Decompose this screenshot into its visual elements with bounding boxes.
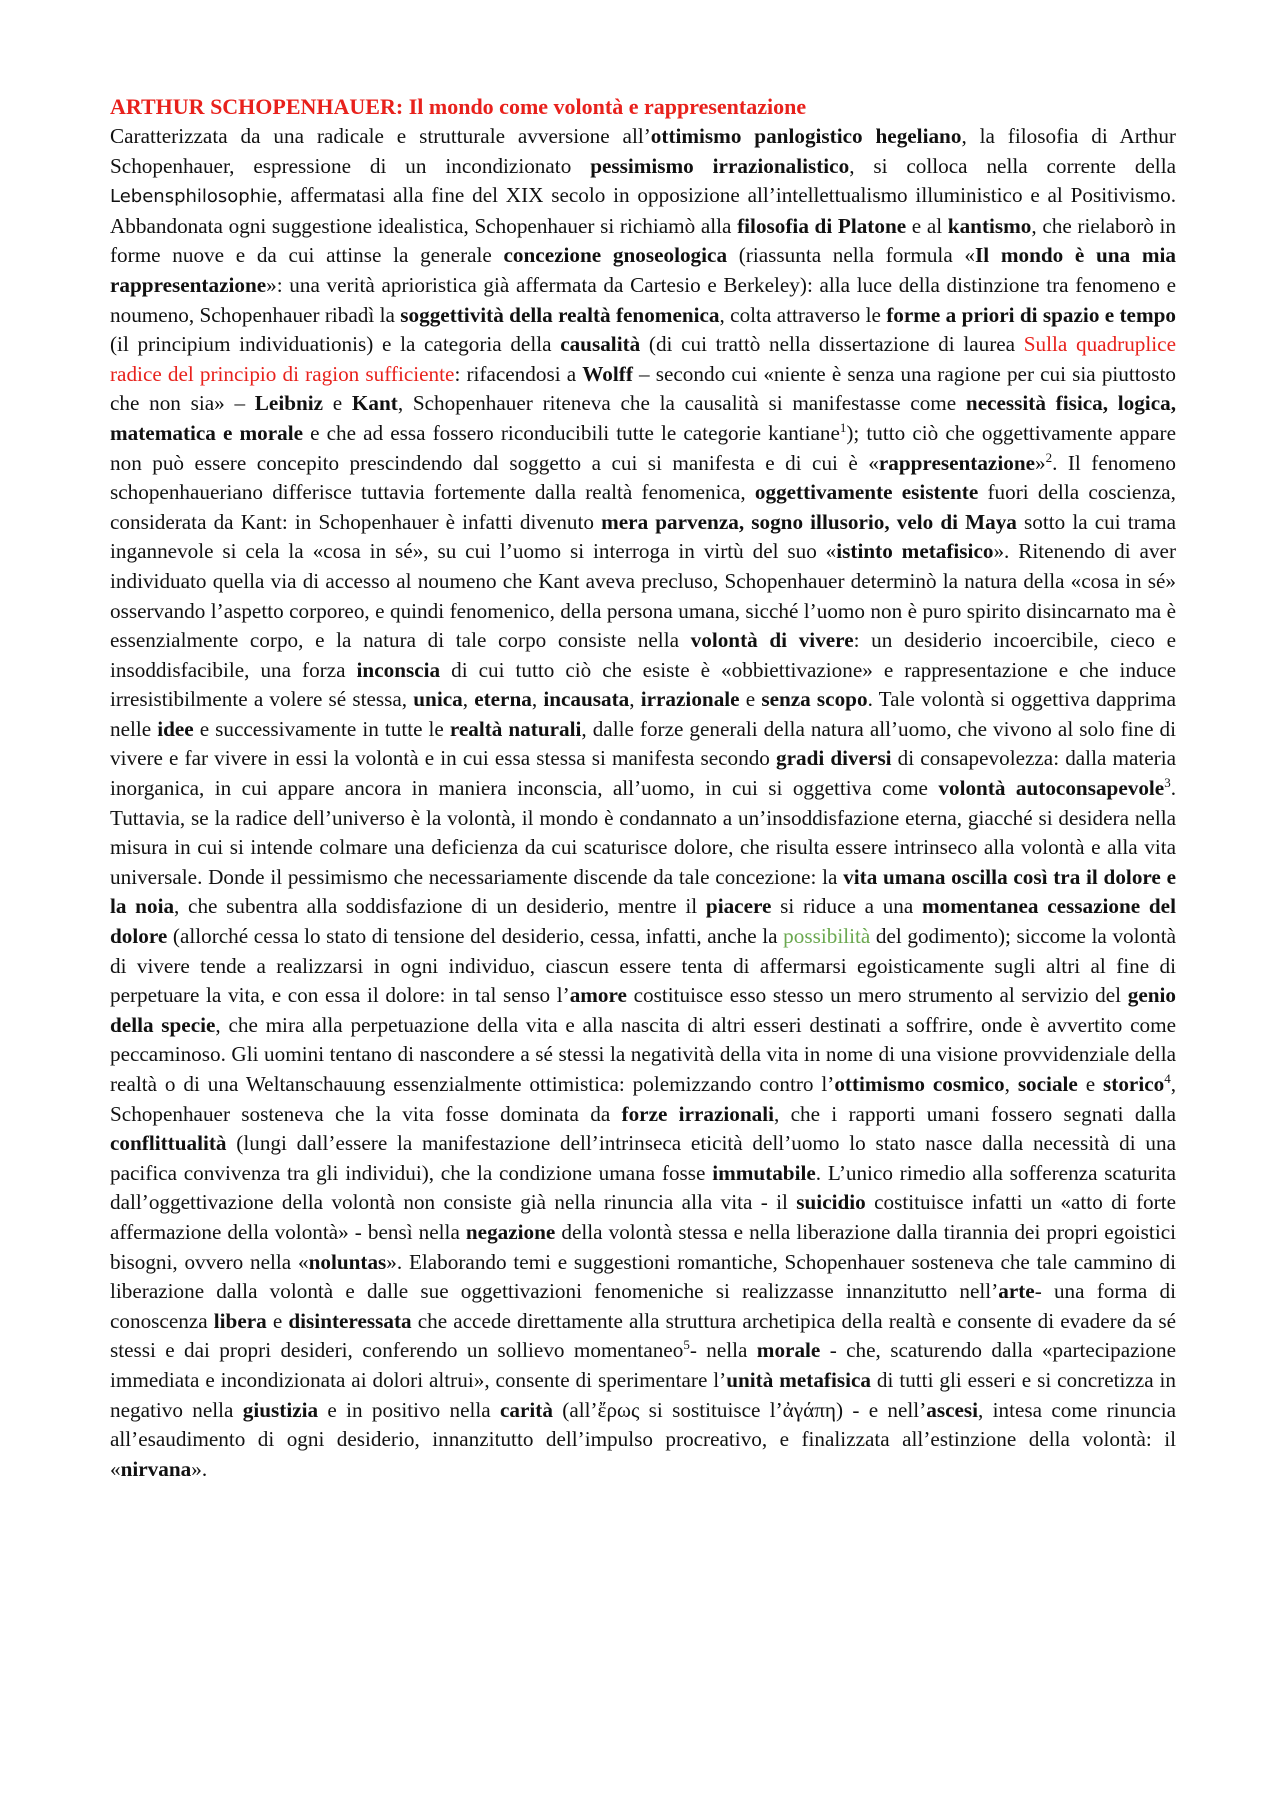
bold-term: gradi diversi	[776, 746, 892, 771]
bold-term: carità	[500, 1397, 553, 1422]
body-text: . Tuttavia, se la radice dell’universo è la volontà, il mondo è condannato a un’insoddisfazione eterna, giacché si desidera nella misura in cui si intende colmare una deficienza da cui scaturisce dolore, che risulta essere intrinseco alla volontà e alla vita universale. Donde il pessimismo che necessariamente discende da tale concezione: la	[110, 776, 1176, 889]
body-text: , dalle forze generali della natura all’uomo, che vivono al solo fine di vivere e far vivere in essi la volontà e in cui essa stessa si manifesta secondo	[110, 716, 1177, 771]
body-text: , Schopenhauer sosteneva che la vita fosse dominata da	[110, 1072, 1176, 1126]
body-text: di cui tutto ciò che esiste è «obbiettivazione» e rappresentazione e che induce irresistibilmente a volere sé stessa,	[110, 657, 1177, 712]
body-text: (lungi dall’essere la manifestazione dell’intrinseca eticità dell’uomo lo stato nasce dalla necessità di una pacifica convivenza tra gli individui), che la condizione umana fosse	[110, 1131, 1176, 1185]
body-text: , che i rapporti umani fossero segnati dalla	[774, 1101, 1177, 1126]
body-text: - nella	[689, 1338, 757, 1363]
body-text: e	[1077, 1072, 1104, 1096]
bold-term: immutabile	[712, 1160, 816, 1185]
bold-term: incausata	[543, 687, 630, 712]
bold-term: irrazionale	[640, 687, 740, 712]
body-text: »	[1035, 450, 1046, 475]
bold-term: concezione gnoseologica	[503, 243, 728, 268]
body-text: : un desiderio incoercibile, cieco e insoddisfacibile, una forza	[110, 628, 1176, 682]
bold-term: kantismo	[947, 213, 1032, 238]
bold-term: noluntas	[308, 1249, 387, 1274]
bold-term: amore	[569, 983, 627, 1008]
bold-term: negazione	[465, 1219, 556, 1244]
footnote-ref: 2	[1045, 449, 1053, 465]
bold-term: senza scopo	[761, 687, 868, 712]
bold-term: forze irrazionali	[621, 1101, 775, 1126]
bold-term: genio della specie	[110, 983, 1176, 1037]
body-text: , si colloca nella corrente della	[849, 153, 1176, 178]
bold-term: pessimismo irrazionalistico	[590, 153, 850, 178]
body-text: e al	[906, 213, 948, 238]
body-text: ,	[1004, 1072, 1018, 1096]
bold-term: filosofia di Platone	[737, 213, 907, 238]
body-text: ». Elaborando temi e suggestioni romantiche, Schopenhauer sosteneva che tale cammino di liberazione dalla volontà e dalle sue oggettivazioni fenomeniche si realizzasse innanzitutto nell’	[110, 1249, 1177, 1304]
body-text: : rifacendosi a	[454, 361, 583, 386]
bold-term: suicidio	[796, 1190, 866, 1215]
body-text: sotto la cui trama ingannevole si cela la «cosa in sé», su cui l’uomo si interroga in virtù del suo «	[110, 509, 1176, 564]
body-text: di tutti gli esseri e si concretizza in negativo nella	[110, 1367, 1176, 1422]
document-title	[110, 92, 1176, 122]
body-text: si riduce a una	[771, 894, 923, 919]
body-text: e	[739, 687, 762, 712]
bold-term: necessità fisica, logica, matematica e morale	[110, 391, 1176, 445]
body-text: e	[323, 391, 352, 416]
bold-term: rappresentazione	[878, 450, 1036, 475]
highlighted-word: possibilità	[783, 924, 871, 949]
body-text: – secondo cui «niente è senza una ragione per cui sia piuttosto che non sia» –	[110, 361, 1176, 416]
document-page	[110, 92, 1176, 1484]
body-text: , che subentra alla soddisfazione di un desiderio, mentre il	[174, 894, 706, 919]
bold-term: ascesi	[926, 1397, 979, 1422]
bold-term: arte	[998, 1279, 1035, 1304]
body-text: fuori della coscienza, considerata da Kant: in Schopenhauer è infatti divenuto	[110, 480, 1176, 534]
body-text: . Il fenomeno schopenhaueriano differisce tuttavia fortemente dalla realtà fenomenica,	[110, 450, 1176, 505]
body-text: . L’unico rimedio alla sofferenza scaturita dall’oggettivazione della volontà non consiste già nella rinuncia alla vita - il	[110, 1160, 1176, 1215]
bold-term: sociale	[1017, 1072, 1078, 1096]
foreign-term: Lebensphilosophie	[110, 186, 278, 208]
body-text: ); tutto ciò che oggettivamente appare non può essere concepito prescindendo dal soggetto a cui si manifesta e di cui è «	[110, 420, 1176, 475]
bold-term: piacere	[705, 894, 772, 919]
footnote-ref: 4	[1164, 1070, 1171, 1086]
bold-term: giustizia	[242, 1397, 319, 1422]
body-text: ». Ritenendo di aver individuato quella via di accesso al noumeno che Kant aveva precluso, Schopenhauer determinò la natura della «cosa in sé» osservando l’aspetto corporeo, e quindi fenomenico, della persona umana, sicché l’uomo non è puro spirito disincarnato ma è essenzialmente corpo, e la natura di tale corpo consiste nella	[110, 539, 1176, 653]
bold-term: forme a priori di spazio e tempo	[886, 302, 1176, 327]
body-text: , che mira alla perpetuazione della vita e alla nascita di altri esseri destinati a soffrire, onde è avvertito come peccaminoso. Gli uomini tentano di nascondere a sé stessi la negatività della vita in nome di una visione provvidenziale della realtà o di una Weltanschauung essenzialmente ottimistica: polemizzando contro l’	[110, 1012, 1176, 1096]
bold-term: libera	[213, 1308, 267, 1333]
bold-term: causalità	[560, 332, 641, 357]
bold-term: momentanea cessazione del dolore	[110, 894, 1176, 949]
body-text: costituisce infatti un «atto di forte affermazione della volontà» - bensì nella	[110, 1190, 1176, 1244]
footnote-ref: 3	[1164, 775, 1171, 790]
body-text: (riassunta nella formula «	[727, 243, 976, 268]
body-text: che accede direttamente alla struttura archetipica della realtà e consente di evadere da sé stessi e dai propri desideri, conferendo un sollievo momentaneo	[110, 1308, 1177, 1363]
body-text: del godimento); siccome la volontà di vivere tende a realizzarsi in ogni individuo, ciascun essere tenta di affermarsi egoisticamente sugli altri al fine di perpetuare la vita, e con essa il dolore: in tal senso l’	[110, 924, 1176, 1008]
body-text: ,	[531, 687, 544, 712]
bold-term: volontà autoconsapevole	[938, 776, 1165, 801]
bold-term: nirvana	[120, 1456, 192, 1481]
bold-term: unica	[413, 687, 463, 712]
body-text: della volontà stessa e nella liberazione dalla tirannia dei propri egoistici bisogni, ovvero nella «	[110, 1219, 1176, 1274]
body-text: e successivamente in tutte le	[193, 716, 450, 741]
bold-term: idee	[157, 716, 194, 741]
body-text: . Tale volontà si oggettiva dapprima nelle	[110, 687, 1177, 741]
body-text: ».	[191, 1456, 208, 1481]
title-author: ARTHUR SCHOPENHAUER	[110, 94, 396, 119]
work-title-link: Sulla quadruplice radice del principio di ragion sufficiente	[110, 332, 1176, 386]
body-text: (all’ἔρως si sostituisce l’ἀγάπη) - e nell’	[552, 1397, 927, 1422]
body-text: , la filosofia di Arthur Schopenhauer, espressione di un incondizionato	[110, 124, 1176, 178]
body-text: (di cui trattò nella dissertazione di laurea	[640, 332, 1024, 357]
bold-term: vita umana oscilla così tra il dolore e la noia	[110, 864, 1176, 919]
bold-term: realtà naturali	[449, 716, 582, 741]
body-text: - una forma di conoscenza	[110, 1279, 1176, 1333]
footnote-ref: 5	[683, 1337, 690, 1353]
bold-term: istinto metafisico	[836, 539, 994, 564]
bold-term: ottimismo panlogistico hegeliano	[650, 124, 962, 148]
body-text: , colta attraverso le	[719, 302, 887, 327]
body-text: costituisce esso stesso un mero strumento al servizio del	[626, 983, 1128, 1008]
bold-term: eterna	[474, 687, 532, 712]
bold-term: inconscia	[356, 657, 441, 682]
bold-term: volontà di vivere	[690, 628, 854, 653]
body-text: , affermatasi alla fine del XIX secolo in opposizione all’intellettualismo illuministico e al Positivismo. Abbandonata ogni suggestione idealistica, Schopenhauer si richiamò alla	[110, 183, 1176, 238]
footnote-ref: 1	[839, 419, 847, 435]
bold-term: Il mondo è una mia rappresentazione	[110, 243, 1176, 297]
body-text: e che ad essa fossero riconducibili tutte le categorie kantiane	[303, 420, 840, 445]
bold-term: storico	[1103, 1072, 1165, 1096]
bold-term: mera parvenza, sogno illusorio, velo di Maya	[601, 509, 1017, 534]
bold-term: soggettività della realtà fenomenica	[400, 302, 720, 327]
body-text: Caratterizzata da una radicale e strutturale avversione all’	[110, 124, 651, 148]
bold-term: Kant	[351, 391, 398, 416]
body-text: , intesa come rinuncia all’esaudimento di ogni desiderio, innanzitutto dell’impulso procreativo, e finalizzata all’estinzione della volontà: il «	[110, 1397, 1176, 1481]
bold-term: unità metafisica	[726, 1367, 872, 1392]
bold-term: disinteressata	[288, 1308, 412, 1333]
bold-term: conflittualità	[110, 1131, 227, 1156]
bold-term: morale	[756, 1338, 821, 1363]
body-text: e	[266, 1308, 289, 1333]
body-text: ,	[629, 687, 641, 712]
bold-term: Wolff	[582, 361, 633, 386]
body-text: di consapevolezza: dalla materia inorganica, in cui appare ancora in maniera inconscia, all’uomo, in cui si oggettiva come	[110, 746, 1176, 801]
body-text: »: una verità aprioristica già affermata da Cartesio e Berkeley): alla luce della distinzione tra fenomeno e noumeno, Schopenhauer ribadì la	[110, 272, 1176, 327]
body-text: e in positivo nella	[318, 1397, 500, 1422]
body-text: , che rielaborò in forme nuove e da cui attinse la generale	[110, 213, 1176, 268]
title-colon: :	[395, 94, 404, 119]
body-text: (il principium individuationis) e la categoria della	[110, 332, 561, 357]
bold-term: oggettivamente esistente	[754, 480, 979, 505]
body-text: ,	[462, 687, 475, 712]
bold-term: Leibniz	[254, 391, 324, 416]
body-text: - che, scaturendo dalla «partecipazione immediata e incondizionata ai dolori altrui», consente di sperimentare l’	[110, 1338, 1177, 1392]
bold-term: ottimismo cosmico	[834, 1072, 1005, 1096]
body-paragraph	[110, 122, 1176, 1484]
body-text: , Schopenhauer riteneva che la causalità si manifestasse come	[397, 391, 966, 416]
body-text: (allorché cessa lo stato di tensione del desiderio, cessa, infatti, anche la	[167, 924, 784, 949]
title-work: Il mondo come volontà e rappresentazione	[403, 94, 807, 119]
